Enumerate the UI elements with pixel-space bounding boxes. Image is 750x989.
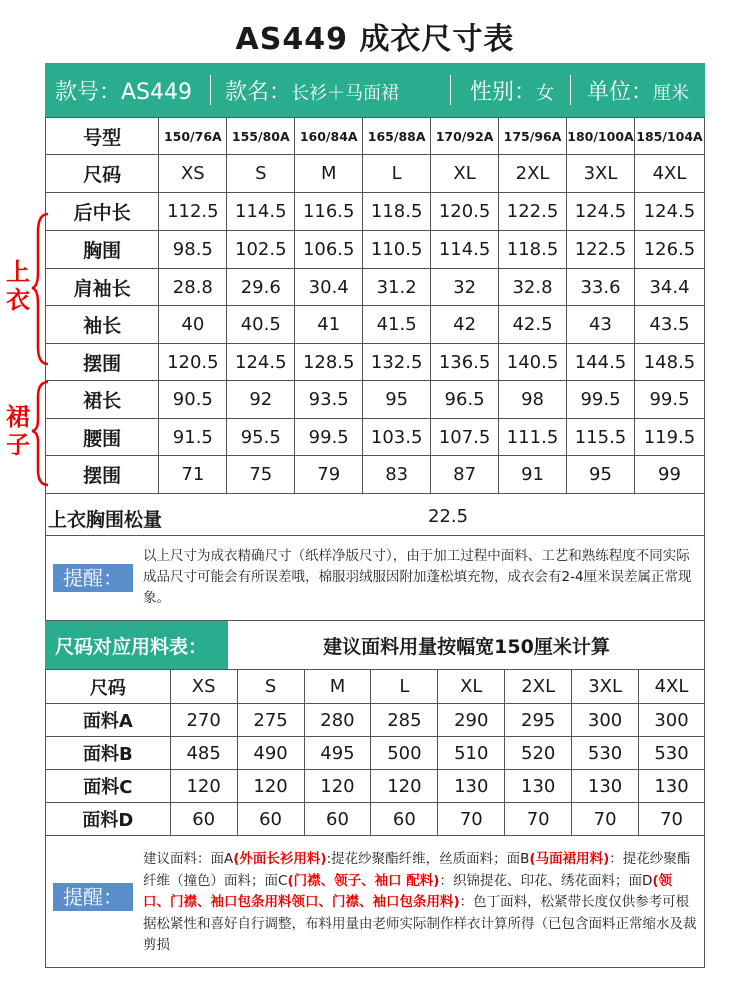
measurement-value: 128.5 <box>295 344 363 381</box>
unit: 单位：厘米 <box>587 79 690 105</box>
measurement-row <box>46 306 705 344</box>
fabric-value: 60 <box>304 803 371 836</box>
fabric-label: 面料C <box>46 770 171 803</box>
fabric-row <box>46 737 705 770</box>
note-box-2 <box>45 836 705 968</box>
size-cell: XL <box>431 155 499 193</box>
model-cell: 170/92A <box>431 118 499 155</box>
size-table <box>45 117 705 494</box>
fabric-value: 70 <box>639 803 705 836</box>
fabric-value: 130 <box>438 770 505 803</box>
fabric-value: 60 <box>237 803 304 836</box>
fabric-size-cell: M <box>304 670 371 704</box>
fabric-size-cell: 2XL <box>505 670 572 704</box>
ease-value: 22.5 <box>428 506 469 527</box>
fabric-value: 70 <box>572 803 639 836</box>
fabric-value: 120 <box>237 770 304 803</box>
measurement-label: 腰围 <box>46 419 159 456</box>
fabric-row <box>46 803 705 836</box>
measurement-row <box>46 381 705 419</box>
measurement-value: 99.5 <box>295 419 363 456</box>
measurement-value: 126.5 <box>634 231 704 269</box>
measurement-value: 95.5 <box>227 419 295 456</box>
measurement-value: 90.5 <box>159 381 227 419</box>
ease-row <box>45 497 705 536</box>
fabric-value: 130 <box>572 770 639 803</box>
style-number: 款号：AS449 <box>55 79 193 105</box>
measurement-value: 124.5 <box>634 193 704 231</box>
fabric-value: 275 <box>237 704 304 737</box>
measurement-value: 95 <box>567 456 635 494</box>
fabric-value: 70 <box>505 803 572 836</box>
skirt-brace <box>32 382 48 485</box>
measurement-value: 99.5 <box>634 381 704 419</box>
fabric-value: 270 <box>170 704 237 737</box>
measurement-value: 106.5 <box>295 231 363 269</box>
measurement-row <box>46 419 705 456</box>
fabric-size-cell: S <box>237 670 304 704</box>
measurement-value: 87 <box>431 456 499 494</box>
measurement-value: 30.4 <box>295 269 363 306</box>
measurement-label: 袖长 <box>46 306 159 344</box>
measurement-value: 120.5 <box>159 344 227 381</box>
fabric-value: 120 <box>170 770 237 803</box>
measurement-value: 71 <box>159 456 227 494</box>
fabric-title: 尺码对应用料表： <box>45 621 228 669</box>
measurement-value: 91.5 <box>159 419 227 456</box>
fabric-value: 130 <box>639 770 705 803</box>
divider <box>450 75 451 105</box>
measurement-value: 31.2 <box>363 269 431 306</box>
size-cell: 4XL <box>634 155 704 193</box>
model-cell: 180/100A <box>567 118 635 155</box>
measurement-label: 肩袖长 <box>46 269 159 306</box>
fabric-value: 290 <box>438 704 505 737</box>
measurement-value: 136.5 <box>431 344 499 381</box>
measurement-value: 124.5 <box>227 344 295 381</box>
measurement-value: 114.5 <box>227 193 295 231</box>
fabric-value: 510 <box>438 737 505 770</box>
measurement-row <box>46 193 705 231</box>
measurement-value: 132.5 <box>363 344 431 381</box>
measurement-value: 112.5 <box>159 193 227 231</box>
measurement-value: 99.5 <box>567 381 635 419</box>
fabric-value: 300 <box>639 704 705 737</box>
fabric-value: 485 <box>170 737 237 770</box>
model-cell: 150/76A <box>159 118 227 155</box>
size-cell: S <box>227 155 295 193</box>
size-row <box>46 155 705 193</box>
fabric-row <box>46 704 705 737</box>
fabric-value: 520 <box>505 737 572 770</box>
measurement-value: 144.5 <box>567 344 635 381</box>
fabric-label: 面料B <box>46 737 171 770</box>
divider <box>210 75 211 105</box>
ease-label: 上衣胸围松量 <box>48 509 163 531</box>
fabric-label: 面料A <box>46 704 171 737</box>
size-cell: 3XL <box>567 155 635 193</box>
measurement-value: 98.5 <box>159 231 227 269</box>
fabric-label: 面料D <box>46 803 171 836</box>
measurement-value: 42.5 <box>499 306 567 344</box>
fabric-value: 130 <box>505 770 572 803</box>
fabric-value: 500 <box>371 737 438 770</box>
measurement-value: 43 <box>567 306 635 344</box>
measurement-value: 102.5 <box>227 231 295 269</box>
measurement-value: 34.4 <box>634 269 704 306</box>
measurement-row <box>46 231 705 269</box>
fabric-value: 60 <box>371 803 438 836</box>
fabric-value: 70 <box>438 803 505 836</box>
note-tag-2: 提醒： <box>53 883 133 911</box>
measurement-value: 83 <box>363 456 431 494</box>
fabric-table <box>45 669 705 836</box>
measurement-value: 40 <box>159 306 227 344</box>
measurement-value: 103.5 <box>363 419 431 456</box>
measurement-value: 122.5 <box>567 231 635 269</box>
fabric-value: 280 <box>304 704 371 737</box>
measurement-value: 93.5 <box>295 381 363 419</box>
measurement-value: 118.5 <box>363 193 431 231</box>
measurement-value: 41.5 <box>363 306 431 344</box>
divider <box>570 75 571 105</box>
measurement-value: 140.5 <box>499 344 567 381</box>
measurement-value: 115.5 <box>567 419 635 456</box>
fabric-size-cell: 3XL <box>572 670 639 704</box>
model-label: 号型 <box>46 118 159 155</box>
measurement-value: 118.5 <box>499 231 567 269</box>
size-cell: 2XL <box>499 155 567 193</box>
fabric-size-row <box>46 670 705 704</box>
fabric-value: 285 <box>371 704 438 737</box>
measurement-label: 摆围 <box>46 456 159 494</box>
fabric-value: 530 <box>572 737 639 770</box>
skirt-group-label: 裙子 <box>6 403 30 459</box>
measurement-row <box>46 344 705 381</box>
fabric-value: 495 <box>304 737 371 770</box>
fabric-size-cell: 4XL <box>639 670 705 704</box>
model-cell: 165/88A <box>363 118 431 155</box>
measurement-value: 99 <box>634 456 704 494</box>
measurement-value: 28.8 <box>159 269 227 306</box>
measurement-value: 42 <box>431 306 499 344</box>
measurement-value: 114.5 <box>431 231 499 269</box>
size-cell: XS <box>159 155 227 193</box>
measurement-value: 98 <box>499 381 567 419</box>
measurement-value: 32 <box>431 269 499 306</box>
measurement-value: 95 <box>363 381 431 419</box>
group-braces <box>30 212 50 487</box>
measurement-value: 148.5 <box>634 344 704 381</box>
page-title: AS449 成衣尺寸表 <box>235 22 515 57</box>
measurement-label: 胸围 <box>46 231 159 269</box>
measurement-value: 92 <box>227 381 295 419</box>
measurement-value: 124.5 <box>567 193 635 231</box>
measurement-value: 116.5 <box>295 193 363 231</box>
fabric-size-cell: XL <box>438 670 505 704</box>
model-cell: 155/80A <box>227 118 295 155</box>
fabric-value: 120 <box>371 770 438 803</box>
fabric-size-cell: L <box>371 670 438 704</box>
fabric-value: 60 <box>170 803 237 836</box>
measurement-value: 111.5 <box>499 419 567 456</box>
note-text-2: 建议面料：面A(外面长衫用料):提花纱聚酯纤维，丝质面料；面B(马面裙用料)：提花纱聚酯纤维（撞色）面料；面C(门襟、领子、袖口 配料)：织锦提花、印花、绣花面料；面D(领口、门襟、袖口包条用料领口、门襟、袖口包条用料)：色丁面料，松紧带长度仅供参考可根据松紧性和喜好自行调整，布料用量由老师实际制作样衣计算所得（已包含面料正常缩水及裁剪损 <box>143 851 697 953</box>
measurement-label: 后中长 <box>46 193 159 231</box>
measurement-row <box>46 269 705 306</box>
measurement-value: 107.5 <box>431 419 499 456</box>
model-cell: 175/96A <box>499 118 567 155</box>
measurement-value: 96.5 <box>431 381 499 419</box>
top-group-label: 上衣 <box>6 258 30 314</box>
note-text: 以上尺寸为成衣精确尺寸（纸样净版尺寸），由于加工过程中面料、工艺和熟练程度不同实际成品尺寸可能会有所误差哦，棉服羽绒服因附加蓬松填充物，成衣会有2-4厘米误差属正常现象。 <box>143 548 692 606</box>
fabric-row <box>46 770 705 803</box>
fabric-value: 530 <box>639 737 705 770</box>
size-cell: L <box>363 155 431 193</box>
measurement-value: 41 <box>295 306 363 344</box>
measurement-label: 摆围 <box>46 344 159 381</box>
model-cell: 185/104A <box>634 118 704 155</box>
fabric-value: 490 <box>237 737 304 770</box>
measurement-row <box>46 456 705 494</box>
measurement-value: 40.5 <box>227 306 295 344</box>
measurement-label: 裙长 <box>46 381 159 419</box>
measurement-value: 122.5 <box>499 193 567 231</box>
measurement-value: 43.5 <box>634 306 704 344</box>
measurement-value: 110.5 <box>363 231 431 269</box>
measurement-value: 119.5 <box>634 419 704 456</box>
size-cell: M <box>295 155 363 193</box>
fabric-value: 295 <box>505 704 572 737</box>
gender: 性别：女 <box>470 79 555 105</box>
measurement-value: 29.6 <box>227 269 295 306</box>
note-tag: 提醒： <box>53 564 133 592</box>
measurement-value: 79 <box>295 456 363 494</box>
measurement-value: 33.6 <box>567 269 635 306</box>
top-brace <box>32 214 48 364</box>
fabric-value: 300 <box>572 704 639 737</box>
measurement-value: 32.8 <box>499 269 567 306</box>
size-label: 尺码 <box>46 155 159 193</box>
fabric-size-label: 尺码 <box>46 670 171 704</box>
measurement-value: 75 <box>227 456 295 494</box>
header-bar <box>45 63 705 117</box>
note-box <box>45 536 705 621</box>
fabric-value: 120 <box>304 770 371 803</box>
fabric-subtitle: 建议面料用量按幅宽150厘米计算 <box>323 635 610 658</box>
style-name: 款名：长衫＋马面裙 <box>225 79 400 105</box>
measurement-value: 91 <box>499 456 567 494</box>
measurement-value: 120.5 <box>431 193 499 231</box>
model-row <box>46 118 705 155</box>
model-cell: 160/84A <box>295 118 363 155</box>
fabric-size-cell: XS <box>170 670 237 704</box>
